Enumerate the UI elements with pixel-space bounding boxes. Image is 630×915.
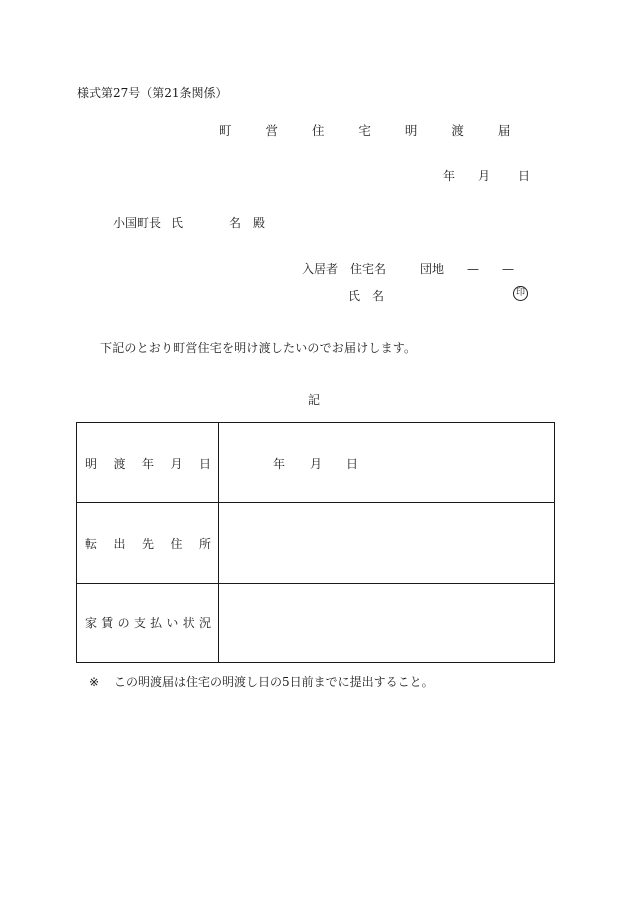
date-year-label: 年 [443, 169, 456, 183]
label-char: 出 [113, 537, 126, 551]
new-address-label [85, 537, 211, 551]
addressee-mayor: 小国町長 [113, 216, 162, 230]
danchi-label: 団地 [420, 262, 445, 276]
note-text: この明渡届は住宅の明渡し日の5日前までに提出すること。 [114, 675, 434, 689]
name-label-mei: 名 [372, 289, 385, 303]
label-char: い [166, 616, 179, 630]
label-char: 賃 [101, 616, 114, 630]
label-char: 払 [150, 616, 163, 630]
addressee [113, 216, 265, 230]
label-char: 所 [198, 537, 211, 551]
dash-separator: — [502, 262, 514, 276]
label-char: の [117, 616, 130, 630]
housing-name-label: 住宅名 [350, 262, 387, 276]
table-row-move-date [77, 423, 554, 503]
seal-mark: 印 [513, 286, 528, 301]
column-divider [218, 423, 219, 502]
label-char: 明 [85, 457, 98, 471]
move-date-month: 月 [310, 457, 323, 471]
details-table [76, 422, 555, 663]
move-date-day: 日 [346, 457, 359, 471]
move-date-year: 年 [273, 457, 286, 471]
resident-housing-row [302, 262, 514, 276]
label-char: 転 [85, 537, 98, 551]
column-divider [218, 503, 219, 583]
date-month-label: 月 [478, 169, 491, 183]
table-row-new-address [77, 503, 554, 584]
note-mark: ※ [89, 675, 100, 689]
label-char: 日 [198, 457, 211, 471]
addressee-shi: 氏 [171, 216, 184, 230]
form-number: 様式第27号（第21条関係） [77, 86, 228, 100]
label-char: 支 [133, 616, 146, 630]
addressee-dono: 殿 [253, 216, 266, 230]
label-char: 年 [141, 457, 154, 471]
label-char: 先 [141, 537, 154, 551]
column-divider [218, 584, 219, 662]
label-char: 状 [182, 616, 195, 630]
resident-name-row [348, 289, 384, 303]
move-date-field[interactable] [273, 457, 358, 471]
label-char: 住 [170, 537, 183, 551]
label-char: 家 [85, 616, 98, 630]
date-day-label: 日 [518, 169, 531, 183]
name-label-shi: 氏 [348, 289, 361, 303]
ki-heading: 記 [308, 393, 321, 407]
body-text: 下記のとおり町営住宅を明け渡したいのでお届けします。 [100, 341, 417, 355]
table-row-rent-status [77, 584, 554, 662]
label-char: 月 [170, 457, 183, 471]
addressee-name: 名 [229, 216, 242, 230]
label-char: 況 [198, 616, 211, 630]
submission-date [443, 169, 530, 183]
dash-separator: — [467, 262, 479, 276]
resident-role-label: 入居者 [302, 262, 339, 276]
rent-status-label [85, 616, 211, 630]
label-char: 渡 [113, 457, 126, 471]
form-title: 町 営 住 宅 明 渡 届 [219, 123, 526, 138]
move-date-label [85, 457, 211, 471]
footnote [89, 675, 434, 689]
